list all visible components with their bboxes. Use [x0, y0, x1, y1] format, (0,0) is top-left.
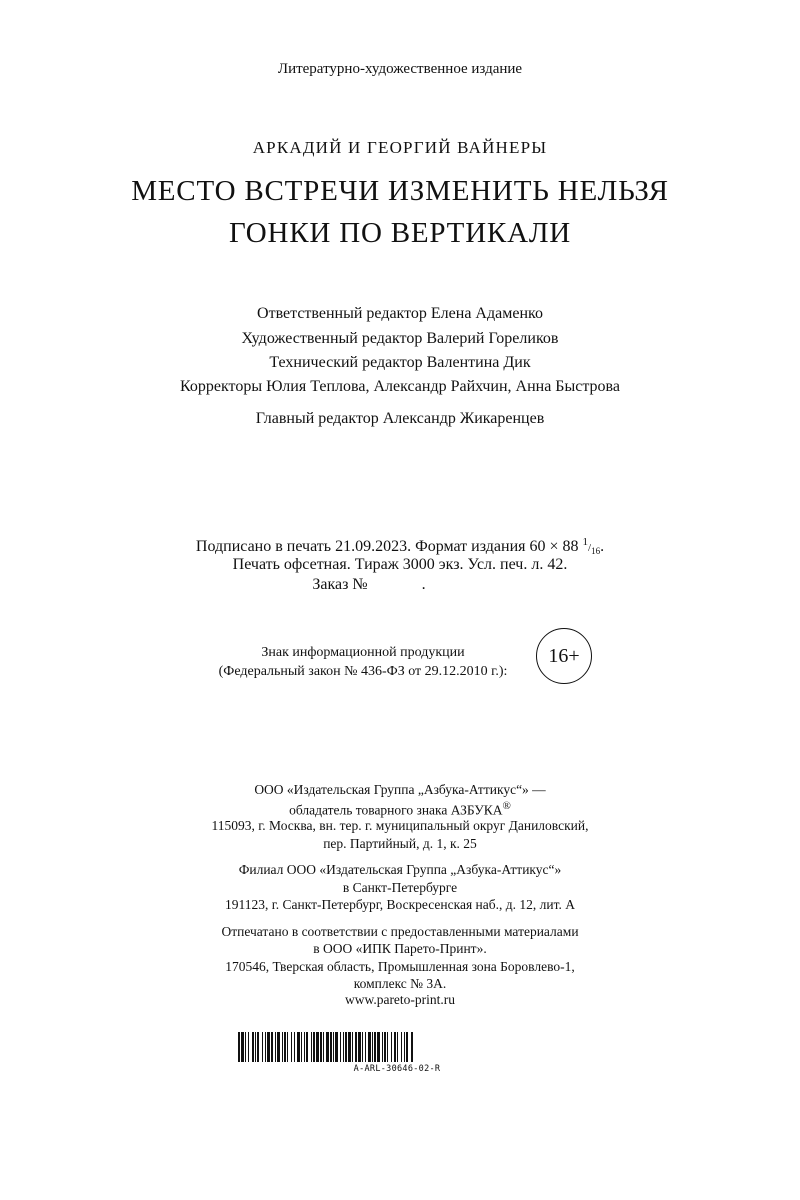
barcode-bar: [365, 1032, 366, 1062]
print-info-text: Подписано в печать 21.09.2023. Формат издания 60 × 88: [195, 538, 583, 555]
chief-editor: Главный редактор Александр Жикаренцев: [255, 410, 545, 427]
barcode-bar: [262, 1032, 263, 1062]
print-info-line1-end: .: [600, 538, 605, 555]
barcode-bar: [323, 1032, 324, 1062]
format-denominator: 16: [591, 546, 601, 556]
barcode-bar: [406, 1032, 408, 1062]
barcode-bar: [372, 1032, 373, 1062]
barcode-bar: [311, 1032, 312, 1062]
book-title-1: МЕСТО ВСТРЕЧИ ИЗМЕНИТЬ НЕЛЬЗЯ: [131, 175, 669, 207]
barcode-code: A-ARL-30646-02-R: [353, 1064, 441, 1074]
barcode-bar: [411, 1032, 413, 1062]
barcode-bar: [391, 1032, 392, 1062]
print-info-line-1: [0, 538, 800, 556]
format-numerator: 1: [582, 536, 589, 548]
barcode-bar: [362, 1032, 363, 1062]
publisher-line-2: [0, 800, 800, 819]
barcode-bar: [377, 1032, 380, 1062]
barcode-bar: [320, 1032, 322, 1062]
barcode-bar: [252, 1032, 254, 1062]
edition-type: Литературно-художественное издание: [277, 61, 523, 77]
barcode-bar: [267, 1032, 270, 1062]
barcode-bar: [382, 1032, 383, 1062]
barcode-bar: [352, 1032, 353, 1062]
barcode-bar: [284, 1032, 286, 1062]
book-title-2: ГОНКИ ПО ВЕРТИКАЛИ: [228, 217, 572, 249]
barcode-bar: [282, 1032, 283, 1062]
barcode-bar: [387, 1032, 388, 1062]
printer-line-2: в ООО «ИПК Парето-Принт».: [313, 941, 487, 956]
barcode: [238, 1032, 556, 1062]
barcode-bar: [326, 1032, 329, 1062]
barcode-bar: [301, 1032, 302, 1062]
printer-line-1: Отпечатано в соответствии с предоставленными материалами: [221, 924, 579, 939]
barcode-bar: [316, 1032, 319, 1062]
publisher-line-1: ООО «Издательская Группа „Азбука-Аттикус“» —: [254, 782, 546, 797]
barcode-bar: [271, 1032, 273, 1062]
format-separator: /: [588, 542, 592, 554]
branch-line-3: 191123, г. Санкт-Петербург, Воскресенская наб., д. 12, лит. А: [225, 897, 575, 912]
order-end: .: [421, 576, 426, 593]
barcode-bar: [294, 1032, 295, 1062]
barcode-bar: [257, 1032, 259, 1062]
barcode-bar: [394, 1032, 396, 1062]
printer-line-4: комплекс № 3А.: [353, 976, 447, 991]
barcode-bar: [241, 1032, 244, 1062]
barcode-bar: [277, 1032, 280, 1062]
barcode-bar: [358, 1032, 361, 1062]
barcode-bar: [345, 1032, 347, 1062]
barcode-bar: [304, 1032, 305, 1062]
barcode-bar: [248, 1032, 249, 1062]
barcode-bar: [343, 1032, 344, 1062]
branch-line-2: в Санкт-Петербурге: [342, 880, 458, 895]
branch-line-1: Филиал ООО «Издательская Группа „Азбука-Аттикус“»: [238, 862, 562, 877]
barcode-bar: [333, 1032, 334, 1062]
barcode-bar: [368, 1032, 371, 1062]
barcode-bar: [374, 1032, 376, 1062]
barcode-bar: [275, 1032, 276, 1062]
order-number: [0, 576, 800, 594]
publisher-line-4: пер. Партийный, д. 1, к. 25: [323, 836, 477, 851]
barcode-bar: [384, 1032, 386, 1062]
authors: АРКАДИЙ И ГЕОРГИЙ ВАЙНЕРЫ: [252, 138, 548, 157]
barcode-bar: [355, 1032, 357, 1062]
barcode-bar: [297, 1032, 300, 1062]
barcode-bar: [401, 1032, 402, 1062]
tech-editor: Технический редактор Валентина Дик: [269, 354, 531, 371]
age-rating-label-2: (Федеральный закон № 436-ФЗ от 29.12.2010 г.):: [218, 664, 508, 679]
barcode-bar: [306, 1032, 308, 1062]
printer-website: www.pareto-print.ru: [344, 992, 456, 1007]
barcode-bar: [287, 1032, 288, 1062]
format-fraction: [582, 536, 601, 556]
barcode-bar: [255, 1032, 256, 1062]
barcode-bar: [340, 1032, 341, 1062]
barcode-bar: [404, 1032, 405, 1062]
responsible-editor: Ответственный редактор Елена Адаменко: [257, 305, 543, 322]
barcode-bar: [335, 1032, 338, 1062]
barcode-bar: [313, 1032, 315, 1062]
publisher-trademark: обладатель товарного знака АЗБУКА: [289, 802, 503, 818]
printer-line-3: 170546, Тверская область, Промышленная зона Боровлево-1,: [225, 959, 575, 974]
print-info-line-2: Печать офсетная. Тираж 3000 экз. Усл. печ. л. 42.: [232, 556, 568, 573]
age-rating-badge: 16+: [536, 628, 592, 684]
barcode-bar: [330, 1032, 332, 1062]
barcode-bar: [245, 1032, 246, 1062]
age-rating-label-1: Знак информационной продукции: [261, 645, 465, 660]
barcode-bar: [397, 1032, 398, 1062]
order-label: Заказ №: [312, 576, 368, 593]
barcode-bar: [348, 1032, 351, 1062]
publisher-line-3: 115093, г. Москва, вн. тер. г. муниципальный округ Даниловский,: [211, 818, 589, 833]
art-editor: Художественный редактор Валерий Гореликов: [241, 330, 559, 347]
barcode-bar: [238, 1032, 240, 1062]
barcode-bar: [265, 1032, 266, 1062]
registered-mark: ®: [502, 800, 511, 812]
barcode-bar: [291, 1032, 292, 1062]
correctors: Корректоры Юлия Теплова, Александр Райхчин, Анна Быстрова: [180, 378, 620, 395]
